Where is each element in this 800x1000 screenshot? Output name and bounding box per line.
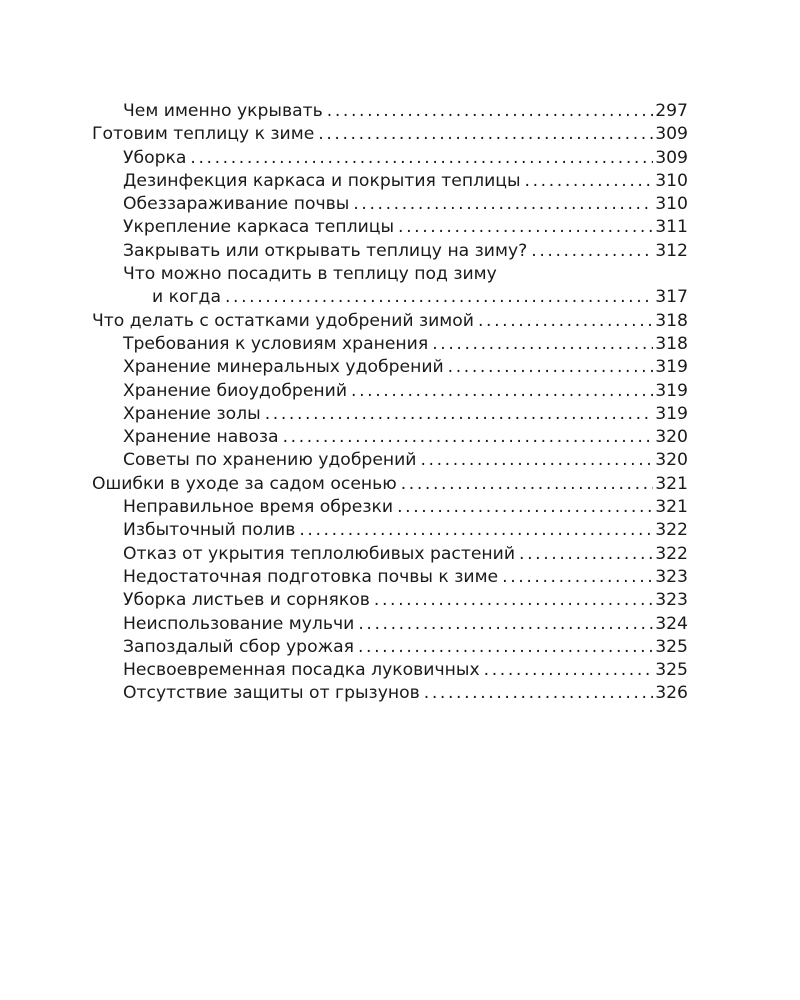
toc-entry-title: Запоздалый сбор урожая	[123, 636, 354, 657]
toc-entry-title: Хранение золы	[123, 403, 261, 424]
table-of-contents	[92, 100, 688, 706]
toc-entry-page: 320	[655, 427, 688, 448]
toc-dot-leader	[531, 240, 653, 263]
toc-dot-leader	[374, 589, 653, 612]
toc-entry-title: Хранение минеральных удобрений	[123, 357, 444, 378]
toc-entry-title: Отказ от укрытия теплолюбивых растений	[123, 543, 516, 564]
toc-dot-leader	[225, 286, 653, 309]
toc-entry[interactable]	[92, 519, 688, 542]
toc-dot-leader	[398, 216, 653, 239]
toc-entry[interactable]	[92, 636, 688, 659]
toc-dot-leader	[190, 147, 653, 170]
toc-entry-page: 326	[655, 683, 688, 704]
toc-entry[interactable]	[92, 100, 688, 123]
toc-entry-page: 311	[655, 217, 688, 238]
toc-entry[interactable]	[92, 543, 688, 566]
toc-dot-leader	[401, 473, 653, 496]
toc-entry-title: Избыточный полив	[123, 520, 296, 541]
toc-entry[interactable]	[92, 263, 688, 286]
toc-entry[interactable]	[92, 449, 688, 472]
toc-entry-page: 310	[655, 194, 688, 215]
toc-section-entry[interactable]	[92, 123, 688, 146]
toc-entry-continuation[interactable]	[92, 286, 688, 309]
toc-entry[interactable]	[92, 193, 688, 216]
toc-entry[interactable]	[92, 170, 688, 193]
toc-entry-page: 318	[655, 310, 688, 331]
toc-dot-leader	[432, 333, 653, 356]
toc-entry-page: 324	[655, 613, 688, 634]
toc-dot-leader	[502, 566, 653, 589]
toc-entry-title: Неправильное время обрезки	[123, 497, 394, 518]
toc-dot-leader	[519, 543, 653, 566]
toc-dot-leader	[525, 170, 654, 193]
toc-entry-title: Дезинфекция каркаса и покрытия теплицы	[123, 170, 521, 191]
toc-entry-title: Советы по хранению удобрений	[123, 450, 417, 471]
toc-dot-leader	[283, 426, 654, 449]
toc-entry-page: 317	[655, 287, 688, 308]
toc-dot-leader	[353, 193, 653, 216]
toc-entry-page: 320	[655, 450, 688, 471]
toc-dot-leader	[265, 403, 654, 426]
toc-entry-title: Хранение биоудобрений	[123, 380, 347, 401]
toc-entry[interactable]	[92, 216, 688, 239]
toc-entry-page: 319	[655, 403, 688, 424]
toc-entry-title: Отсутствие защиты от грызунов	[123, 683, 420, 704]
toc-entry-title: Готовим теплицу к зиме	[92, 124, 315, 145]
toc-entry-page: 297	[655, 101, 688, 121]
toc-entry-title: Ошибки в уходе за садом осенью	[92, 473, 397, 494]
toc-entry[interactable]	[92, 426, 688, 449]
toc-entry-page: 321	[655, 497, 688, 518]
toc-dot-leader	[318, 123, 653, 146]
toc-entry[interactable]	[92, 613, 688, 636]
toc-entry-title: Что можно посадить в теплицу под зиму	[123, 264, 497, 285]
toc-entry-page: 309	[655, 124, 688, 145]
toc-entry-title: Чем именно укрывать	[123, 101, 323, 121]
toc-entry-title: Обеззараживание почвы	[123, 194, 350, 215]
toc-entry-title: Хранение навоза	[123, 427, 279, 448]
toc-dot-leader	[327, 100, 653, 123]
toc-entry-page: 323	[655, 566, 688, 587]
toc-entry[interactable]	[92, 682, 688, 705]
toc-entry-page: 312	[655, 240, 688, 261]
toc-dot-leader	[299, 519, 653, 542]
toc-entry-page: 322	[655, 543, 688, 564]
toc-entry-title: Что делать с остатками удобрений зимой	[92, 310, 474, 331]
toc-entry[interactable]	[92, 333, 688, 356]
toc-entry-page: 319	[655, 380, 688, 401]
toc-dot-leader	[484, 659, 654, 682]
toc-entry-title: Укрепление каркаса теплицы	[123, 217, 395, 238]
toc-dot-leader	[358, 613, 653, 636]
toc-section-entry[interactable]	[92, 473, 688, 496]
toc-section-entry[interactable]	[92, 310, 688, 333]
toc-entry-title: Неиспользование мульчи	[123, 613, 355, 634]
toc-entry-page: 319	[655, 357, 688, 378]
toc-entry[interactable]	[92, 356, 688, 379]
toc-entry-page: 321	[655, 473, 688, 494]
toc-entry-page: 310	[655, 170, 688, 191]
toc-dot-leader	[424, 682, 653, 705]
toc-entry-title-continuation: и когда	[152, 287, 221, 308]
toc-dot-leader	[478, 310, 653, 333]
toc-dot-leader	[351, 380, 653, 403]
toc-entry-page: 322	[655, 520, 688, 541]
toc-entry[interactable]	[92, 496, 688, 519]
toc-entry-page: 325	[655, 636, 688, 657]
toc-entry-title: Требования к условиям хранения	[123, 333, 429, 354]
toc-entry-page: 309	[655, 147, 688, 168]
toc-entry-page: 323	[655, 590, 688, 611]
toc-entry[interactable]	[92, 147, 688, 170]
toc-entry-title: Уборка листьев и сорняков	[123, 590, 370, 611]
toc-entry-page: 325	[655, 660, 688, 681]
toc-dot-leader	[397, 496, 653, 519]
toc-entry-title: Недостаточная подготовка почвы к зиме	[123, 566, 499, 587]
toc-entry[interactable]	[92, 240, 688, 263]
toc-entry-title: Уборка	[123, 147, 187, 168]
toc-dot-leader	[420, 449, 653, 472]
toc-entry-page: 318	[655, 333, 688, 354]
toc-entry[interactable]	[92, 566, 688, 589]
toc-entry-title: Несвоевременная посадка луковичных	[123, 660, 480, 681]
toc-entry[interactable]	[92, 380, 688, 403]
toc-dot-leader	[358, 636, 653, 659]
toc-dot-leader	[448, 356, 654, 379]
toc-entry-title: Закрывать или открывать теплицу на зиму?	[123, 240, 528, 261]
toc-entry[interactable]	[92, 403, 688, 426]
toc-entry[interactable]	[92, 589, 688, 612]
toc-entry[interactable]	[92, 659, 688, 682]
